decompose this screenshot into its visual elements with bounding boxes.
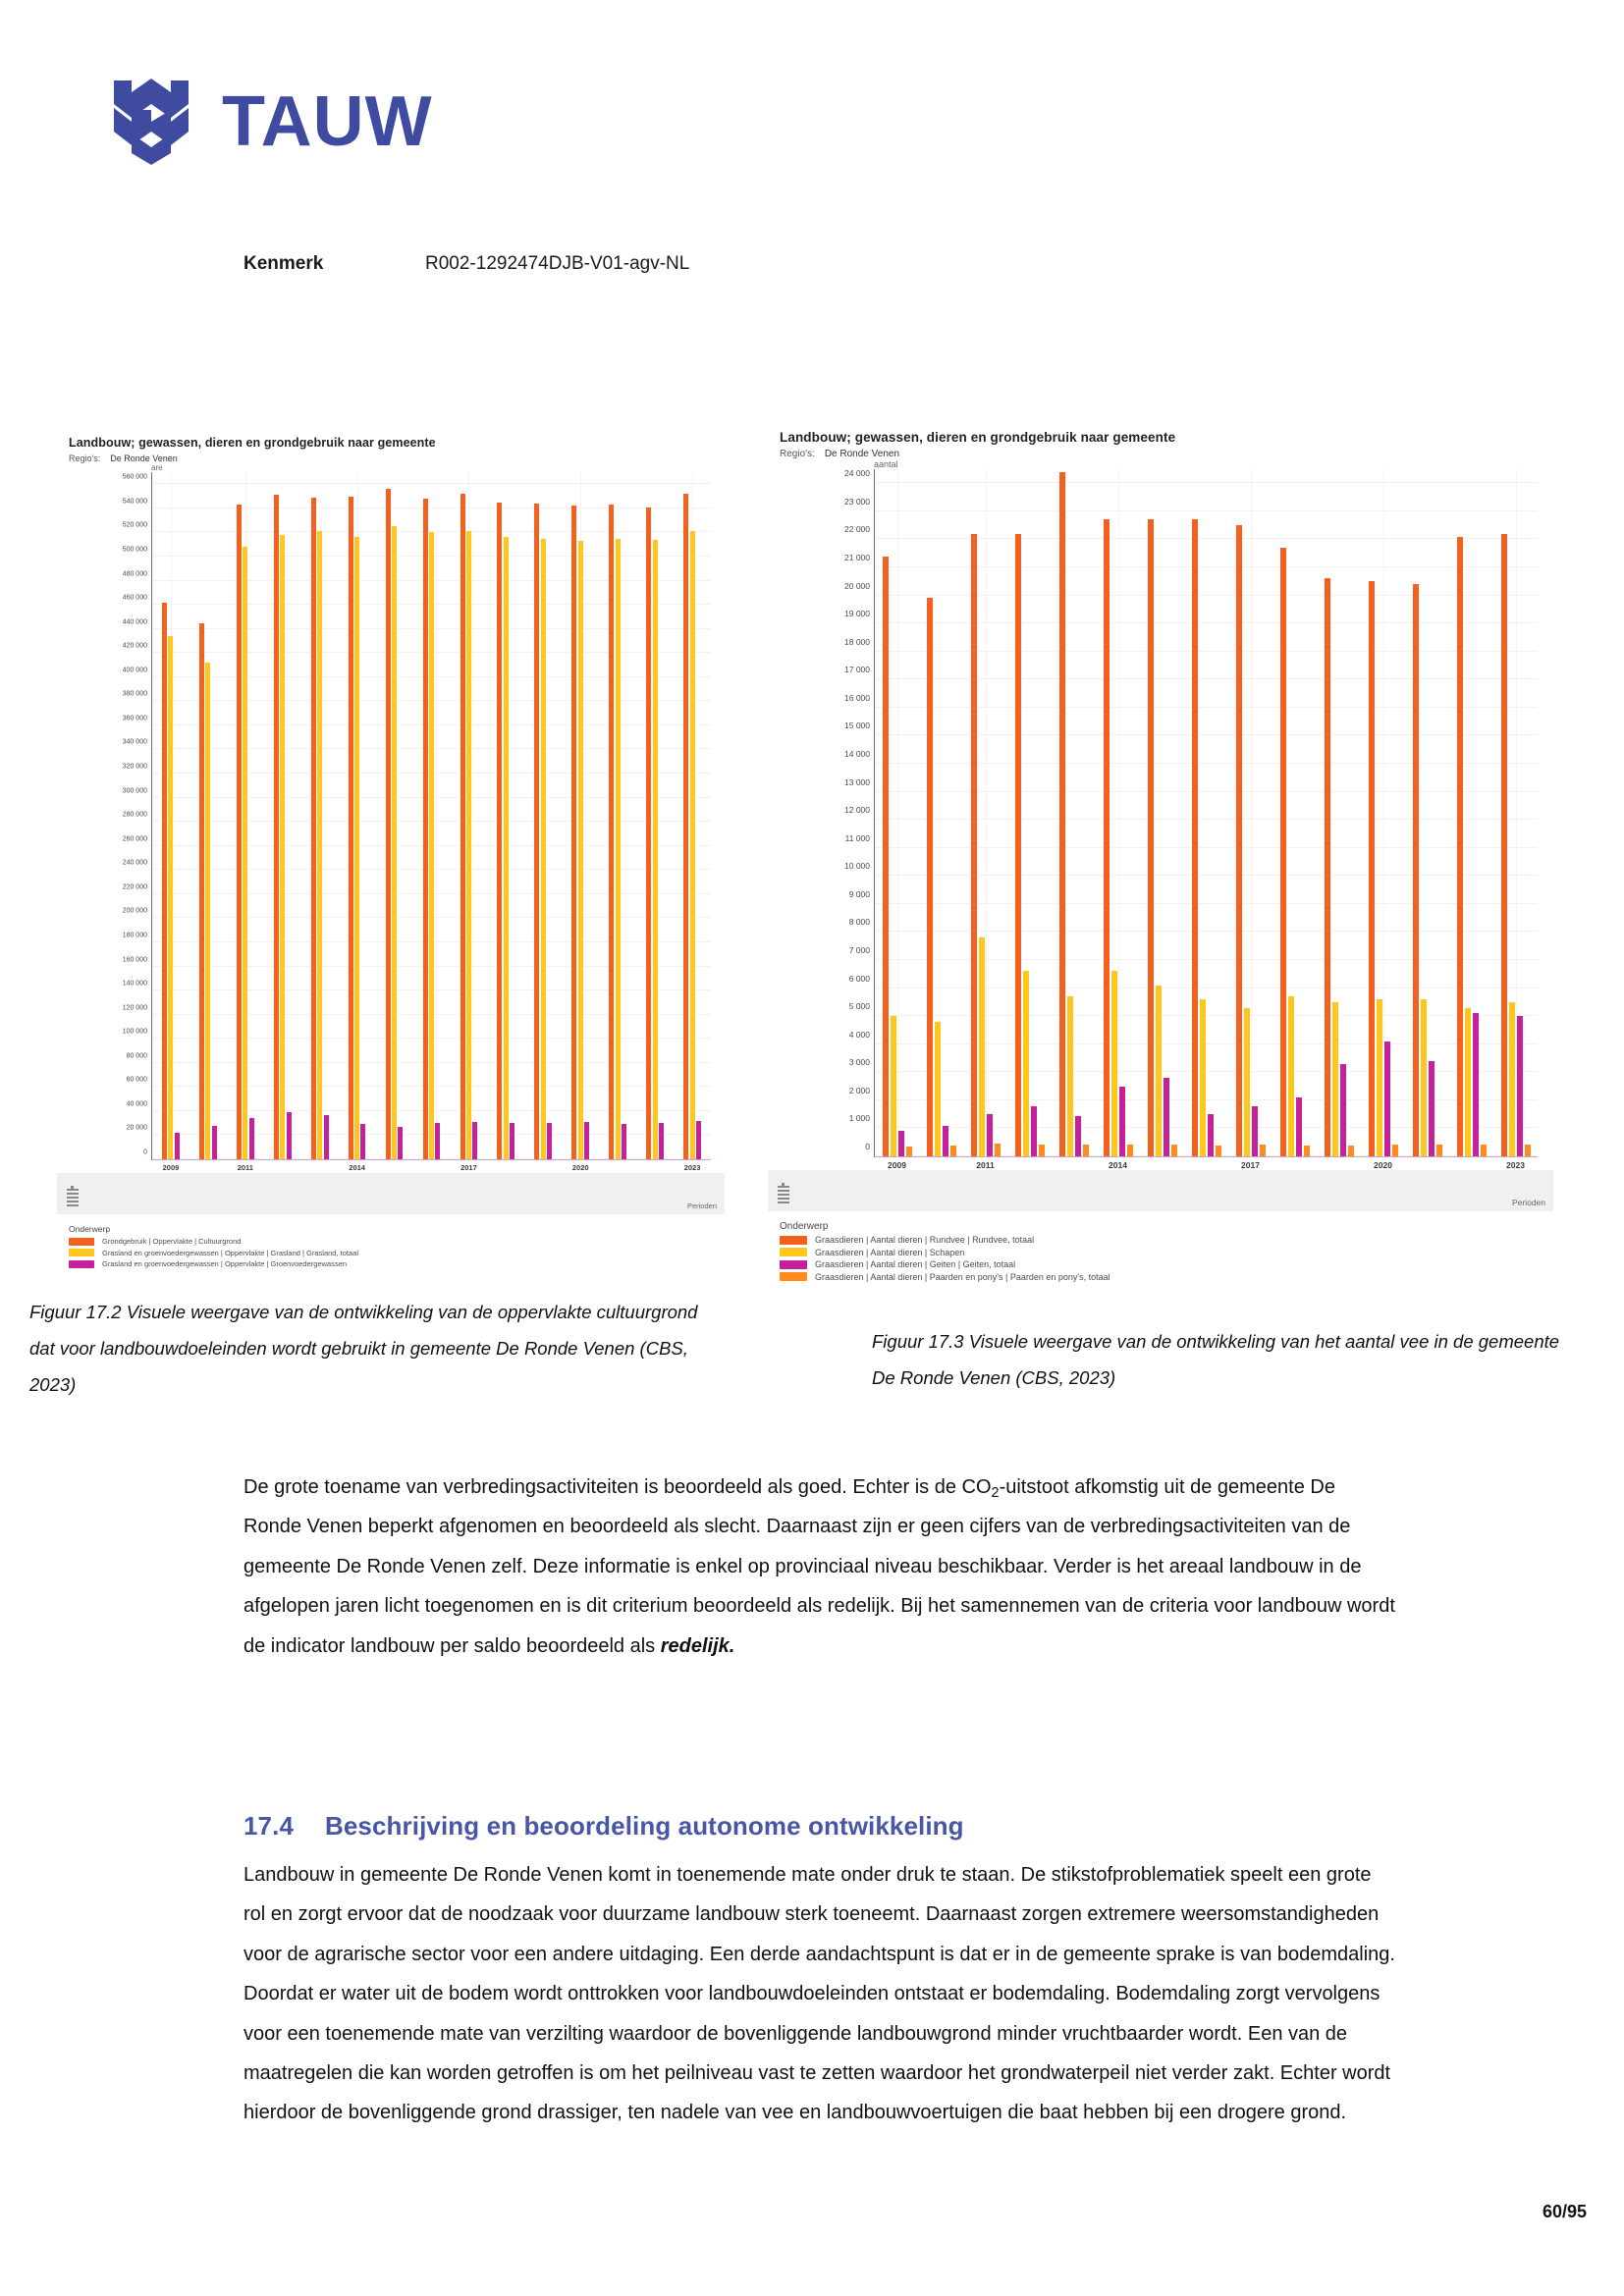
legend-items — [69, 1237, 725, 1268]
y-axis-tick-label: 8 000 — [848, 917, 870, 928]
bar-group[interactable] — [264, 472, 301, 1159]
bar[interactable] — [1171, 1145, 1177, 1156]
chart-title: Landbouw; gewassen, dieren en grondgebruik naar gemeente — [69, 436, 436, 450]
y-axis-tick-label: 320 000 — [122, 763, 147, 771]
bar[interactable] — [1244, 1008, 1250, 1156]
bar[interactable] — [1280, 548, 1286, 1156]
bar[interactable] — [883, 557, 889, 1156]
y-axis-tick-label: 17 000 — [844, 665, 870, 675]
bar[interactable] — [1392, 1145, 1398, 1156]
plot-area-vee — [844, 468, 1538, 1170]
bar-group[interactable] — [487, 472, 524, 1159]
legend-swatch — [69, 1238, 94, 1246]
x-axis-tick-label: 2023 — [1506, 1160, 1525, 1170]
y-axis-tick-label: 21 000 — [844, 553, 870, 562]
bar[interactable] — [386, 489, 391, 1159]
bar[interactable] — [696, 1121, 701, 1159]
bar-group[interactable] — [301, 472, 339, 1159]
bar[interactable] — [1473, 1013, 1479, 1156]
legend-label: Grasland en groenvoedergewassen | Oppervlakte | Groenvoedergewassen — [102, 1259, 348, 1268]
y-axis-tick-label: 460 000 — [122, 594, 147, 602]
y-axis-tick-label: 300 000 — [122, 787, 147, 795]
y-axis-tick-label: 19 000 — [844, 609, 870, 619]
bar[interactable] — [435, 1123, 440, 1159]
para-1-part-a: De grote toename van verbredingsactiviteiten is beoordeeld als goed. Echter is de CO — [244, 1476, 992, 1498]
figure-caption-17-2: Figuur 17.2 Visuele weergave van de ontwikkeling van de oppervlakte cultuurgrond dat voor landbouwdoeleinden wordt gebruikt in gemeente De Ronde Venen (CBS, 2023) — [29, 1302, 698, 1395]
x-axis-tick-label: 2014 — [1109, 1160, 1127, 1170]
y-axis-tick-label: 2 000 — [848, 1085, 870, 1095]
bar[interactable] — [1200, 999, 1206, 1156]
y-axis-tick-label: 560 000 — [122, 473, 147, 481]
bar[interactable] — [683, 494, 688, 1159]
x-axis-tick-label: 2017 — [460, 1163, 477, 1172]
bar[interactable] — [943, 1126, 948, 1156]
bar-group[interactable] — [1096, 469, 1140, 1156]
para-1-part-b: -uitstoot afkomstig uit de gemeente De Ronde Venen beperkt afgenomen en beoordeeld als slecht. Daarnaast zijn er geen cijfers van de verbredingsactiviteiten van de gemeente De Ronde Venen zelf. Deze informatie is enkel op provinciaal niveau beschikbaar. Verder is het areaal landbouw in de afgelopen jaren licht toegenomen en is dit criterium beoordeeld als redelijk. Bij het samennemen van de criteria voor landbouw wordt de indicator landbouw per saldo beoordeeld als — [244, 1476, 1395, 1657]
bar[interactable] — [571, 506, 576, 1159]
section-title: Beschrijving en beoordeling autonome ontwikkeling — [325, 1811, 964, 1841]
bar[interactable] — [249, 1118, 254, 1159]
document-reference — [244, 253, 689, 275]
bar[interactable] — [987, 1114, 993, 1156]
bar[interactable] — [1015, 534, 1021, 1156]
bar[interactable] — [274, 495, 279, 1159]
y-axis-tick-label: 12 000 — [844, 805, 870, 816]
bar-group[interactable] — [1493, 469, 1538, 1156]
y-axis-tick-label: 520 000 — [122, 521, 147, 529]
bar[interactable] — [1481, 1145, 1487, 1156]
section-number: 17.4 — [244, 1811, 295, 1841]
bar[interactable] — [622, 1124, 626, 1159]
y-axis-tick-label: 0 — [143, 1148, 147, 1156]
x-axis-title: Perioden — [686, 1201, 717, 1210]
bar[interactable] — [1465, 1008, 1471, 1156]
bar[interactable] — [971, 534, 977, 1156]
bar[interactable] — [1429, 1061, 1435, 1156]
legend-item[interactable] — [780, 1272, 1553, 1282]
bar[interactable] — [175, 1133, 180, 1159]
bar[interactable] — [349, 497, 353, 1159]
bar[interactable] — [1501, 534, 1507, 1156]
bar[interactable] — [1031, 1106, 1037, 1156]
bar[interactable] — [1260, 1145, 1266, 1156]
legend-item[interactable] — [780, 1235, 1553, 1245]
bar[interactable] — [423, 499, 428, 1159]
bar[interactable] — [653, 540, 658, 1159]
x-axis-tick-label: 2017 — [1241, 1160, 1260, 1170]
bar[interactable] — [360, 1124, 365, 1159]
y-axis-tick-label: 440 000 — [122, 618, 147, 626]
bar[interactable] — [1517, 1016, 1523, 1156]
y-axis-tick-label: 180 000 — [122, 932, 147, 939]
bar[interactable] — [472, 1122, 477, 1159]
bar[interactable] — [1421, 999, 1427, 1156]
bar[interactable] — [1039, 1145, 1045, 1156]
chart-legend — [768, 1211, 1553, 1288]
bar[interactable] — [212, 1126, 217, 1159]
y-axis-tick-label: 100 000 — [122, 1028, 147, 1036]
y-axis-tick-label: 1 000 — [848, 1113, 870, 1124]
bar[interactable] — [1083, 1145, 1089, 1156]
legend-title: Onderwerp — [69, 1224, 111, 1234]
bar[interactable] — [398, 1127, 403, 1159]
x-axis-tick-label: 2011 — [237, 1163, 253, 1172]
bar[interactable] — [935, 1022, 941, 1156]
y-axis-tick-label: 480 000 — [122, 570, 147, 578]
bar[interactable] — [646, 507, 651, 1159]
kenmerk-value: R002-1292474DJB-V01-agv-NL — [425, 253, 690, 274]
x-axis-tick-label: 2014 — [349, 1163, 365, 1172]
bar[interactable] — [1192, 519, 1198, 1156]
bar-group[interactable] — [339, 472, 376, 1159]
region-value: De Ronde Venen — [110, 454, 178, 463]
region-label: Regio's: — [69, 454, 101, 463]
body-paragraph-block-1 — [244, 1468, 1397, 1666]
y-axis-tick-label: 160 000 — [122, 956, 147, 964]
bar-group[interactable] — [674, 472, 711, 1159]
bar[interactable] — [1296, 1097, 1302, 1156]
y-axis-tick-label: 15 000 — [844, 721, 870, 731]
bar-group[interactable] — [963, 469, 1007, 1156]
bar[interactable] — [1216, 1146, 1221, 1156]
paragraph-1 — [244, 1468, 1397, 1666]
bar[interactable] — [541, 539, 546, 1159]
bar[interactable] — [578, 541, 583, 1159]
y-axis-tick-label: 24 000 — [844, 468, 870, 479]
bar[interactable] — [168, 636, 173, 1159]
x-axis-tick-label: 2009 — [888, 1160, 906, 1170]
bar[interactable] — [324, 1115, 329, 1159]
x-axis-tick-label: 2023 — [683, 1163, 701, 1172]
bar-group[interactable] — [599, 472, 636, 1159]
y-axis-tick-label: 23 000 — [844, 496, 870, 507]
bar[interactable] — [243, 547, 247, 1159]
bar[interactable] — [1104, 519, 1110, 1156]
bar[interactable] — [1252, 1106, 1258, 1156]
y-axis-tick-label: 340 000 — [122, 738, 147, 746]
bar-group[interactable] — [919, 469, 963, 1156]
bar[interactable] — [534, 504, 539, 1159]
y-axis-tick-label: 6 000 — [848, 973, 870, 984]
plot-inner — [122, 472, 711, 1172]
bar[interactable] — [504, 537, 509, 1159]
bar[interactable] — [280, 535, 285, 1159]
x-axis-tick-label: 2009 — [162, 1163, 180, 1172]
bar[interactable] — [1348, 1146, 1354, 1156]
y-axis-tick-label: 360 000 — [122, 715, 147, 722]
y-axis-tick-label: 140 000 — [122, 980, 147, 988]
bar[interactable] — [609, 505, 614, 1159]
bar[interactable] — [690, 531, 695, 1159]
bar[interactable] — [510, 1123, 514, 1159]
bar[interactable] — [906, 1147, 912, 1156]
bar-group[interactable] — [1361, 469, 1405, 1156]
tauw-logo — [98, 77, 433, 167]
y-axis-tick-label: 4 000 — [848, 1029, 870, 1040]
bar-group[interactable] — [562, 472, 599, 1159]
y-axis-tick-label: 20 000 — [126, 1124, 147, 1132]
bar[interactable] — [1023, 971, 1029, 1156]
bar[interactable] — [1127, 1145, 1133, 1156]
tauw-wordmark: TAUW — [222, 82, 433, 161]
legend-swatch — [780, 1236, 807, 1245]
figure-17-2 — [57, 430, 725, 1275]
legend-swatch — [780, 1260, 807, 1269]
y-axis-tick-label: 13 000 — [844, 776, 870, 787]
region-value: De Ronde Venen — [824, 449, 899, 459]
bar[interactable] — [1288, 996, 1294, 1156]
bar-group[interactable] — [636, 472, 674, 1159]
bar-group[interactable] — [376, 472, 413, 1159]
bar-group[interactable] — [1272, 469, 1317, 1156]
x-axis-tick-label: 2020 — [1374, 1160, 1392, 1170]
bar-group[interactable] — [875, 469, 919, 1156]
bar[interactable] — [1436, 1145, 1442, 1156]
figure-caption-17-3: Figuur 17.3 Visuele weergave van de ontwikkeling van het aantal vee in de gemeente De Ronde Venen (CBS, 2023) — [872, 1331, 1560, 1388]
y-axis-tick-label: 260 000 — [122, 835, 147, 843]
y-axis-tick-label: 0 — [865, 1142, 870, 1151]
legend-label: Graasdieren | Aantal dieren | Geiten | Geiten, totaal — [815, 1259, 1016, 1269]
y-axis-tick-label: 10 000 — [844, 861, 870, 872]
y-axis-tick-label: 120 000 — [122, 1004, 147, 1012]
axis-footer — [768, 1170, 1553, 1211]
bar-group[interactable] — [1052, 469, 1096, 1156]
bar[interactable] — [1413, 584, 1419, 1156]
bar-group[interactable] — [450, 472, 487, 1159]
bar-group[interactable] — [152, 472, 189, 1159]
chart-region-filter — [57, 454, 725, 463]
cbs-logo-icon — [776, 1182, 797, 1207]
y-axis-unit: are — [151, 463, 163, 472]
bar[interactable] — [1340, 1064, 1346, 1156]
chart-legend — [57, 1214, 725, 1275]
section-heading-17-4 — [244, 1811, 1397, 1842]
bar[interactable] — [317, 531, 322, 1159]
legend-label: Grondgebruik | Oppervlakte | Cultuurgrond — [102, 1237, 242, 1246]
legend-item[interactable] — [69, 1259, 725, 1268]
bar[interactable] — [979, 937, 985, 1156]
region-label: Regio's: — [780, 449, 815, 459]
bar-group[interactable] — [1449, 469, 1493, 1156]
legend-label: Grasland en groenvoedergewassen | Oppervlakte | Grasland | Grasland, totaal — [102, 1248, 358, 1257]
y-axis-tick-label: 420 000 — [122, 642, 147, 650]
bar[interactable] — [995, 1144, 1001, 1156]
legend-items — [780, 1235, 1553, 1282]
plot-area-cultuurgrond — [122, 472, 711, 1172]
y-axis-tick-label: 220 000 — [122, 883, 147, 891]
kenmerk-label: Kenmerk — [244, 253, 324, 274]
legend-item[interactable] — [69, 1237, 725, 1246]
bar[interactable] — [354, 537, 359, 1159]
y-axis-tick-label: 9 000 — [848, 888, 870, 899]
legend-item[interactable] — [69, 1249, 725, 1257]
bar-group[interactable] — [1228, 469, 1272, 1156]
x-axis-title: Perioden — [1511, 1198, 1545, 1207]
bar[interactable] — [950, 1146, 956, 1156]
bar[interactable] — [287, 1112, 292, 1159]
y-axis-tick-label: 7 000 — [848, 945, 870, 955]
bar[interactable] — [1457, 537, 1463, 1156]
co2-subscript: 2 — [991, 1484, 1000, 1501]
axis-footer — [57, 1173, 725, 1214]
tauw-logo-mark — [98, 77, 204, 167]
y-axis-tick-label: 14 000 — [844, 749, 870, 759]
bar[interactable] — [1164, 1078, 1169, 1156]
bar[interactable] — [1075, 1116, 1081, 1156]
y-axis-tick-label: 400 000 — [122, 667, 147, 674]
y-axis-tick-label: 280 000 — [122, 811, 147, 819]
bar[interactable] — [659, 1123, 664, 1159]
bar[interactable] — [1119, 1087, 1125, 1156]
bar[interactable] — [1304, 1146, 1310, 1156]
bar-group[interactable] — [1405, 469, 1449, 1156]
bar[interactable] — [1156, 986, 1162, 1156]
bar[interactable] — [392, 526, 397, 1159]
chart-title: Landbouw; gewassen, dieren en grondgebruik naar gemeente — [780, 430, 1176, 445]
y-axis-tick-label: 40 000 — [126, 1100, 147, 1108]
plot-inner — [844, 468, 1538, 1170]
legend-item[interactable] — [780, 1248, 1553, 1257]
chart-region-filter — [768, 449, 1553, 459]
bar[interactable] — [616, 539, 621, 1159]
bar[interactable] — [311, 498, 316, 1159]
bar[interactable] — [162, 603, 167, 1159]
legend-swatch — [69, 1260, 94, 1268]
bar-group[interactable] — [189, 472, 227, 1159]
bar[interactable] — [1148, 519, 1154, 1156]
bar[interactable] — [1332, 1002, 1338, 1156]
bar-group[interactable] — [1317, 469, 1361, 1156]
y-axis-tick-label: 200 000 — [122, 907, 147, 915]
bar[interactable] — [199, 623, 204, 1159]
figure-17-3 — [768, 424, 1553, 1288]
bar[interactable] — [1325, 578, 1330, 1156]
bar[interactable] — [547, 1123, 552, 1159]
para-1-emphasis: redelijk. — [660, 1634, 735, 1657]
bar[interactable] — [1369, 581, 1375, 1156]
legend-swatch — [69, 1249, 94, 1256]
y-axis-tick-label: 540 000 — [122, 498, 147, 506]
y-axis-tick-label: 22 000 — [844, 524, 870, 535]
bar-group[interactable] — [524, 472, 562, 1159]
bar-group[interactable] — [1007, 469, 1052, 1156]
bar[interactable] — [1525, 1145, 1531, 1156]
legend-swatch — [780, 1272, 807, 1281]
y-axis-tick-label: 11 000 — [844, 832, 870, 843]
bar-group[interactable] — [1184, 469, 1228, 1156]
bar-group[interactable] — [413, 472, 451, 1159]
bar[interactable] — [898, 1131, 904, 1156]
legend-label: Graasdieren | Aantal dieren | Rundvee | Rundvee, totaal — [815, 1235, 1035, 1245]
bar-group[interactable] — [227, 472, 264, 1159]
paragraph-2: Landbouw in gemeente De Ronde Venen komt in toenemende mate onder druk te staan. De stikstofproblematiek speelt een grote rol en zorgt ervoor dat de noodzaak voor duurzame landbouw sterk toeneemt. Daarnaast zorgen extremere weersomstandigheden voor de agrarische sector voor een andere uitdaging. Een derde aandachtspunt is dat er in de gemeente sprake is van bodemdaling. Doordat er water uit de bodem wordt onttrokken voor landbouwdoeleinden ontstaat er bodemdaling. Bodemdaling zorgt vervolgens voor een toenemende mate van verzilting waardoor de bovenliggende landbouwgrond minder vruchtbaarder wordt. Een van de maatregelen die kan worden getroffen is om het peilniveau vast te zetten waardoor het grondwaterpeil niet verder zakt. Echter wordt hierdoor de bovenliggende grond drassiger, ten nadele van vee en landbouwvoertuigen die baat hebben bij een drogere grond. — [244, 1864, 1395, 2124]
y-axis-tick-label: 240 000 — [122, 859, 147, 867]
legend-label: Graasdieren | Aantal dieren | Schapen — [815, 1247, 965, 1257]
y-axis-tick-label: 60 000 — [126, 1076, 147, 1084]
bar[interactable] — [497, 503, 502, 1159]
bar[interactable] — [1208, 1114, 1214, 1156]
bar[interactable] — [1377, 999, 1382, 1156]
bar[interactable] — [1111, 971, 1117, 1156]
bar[interactable] — [584, 1122, 589, 1159]
y-axis-tick-label: 380 000 — [122, 690, 147, 698]
y-axis-tick-label: 80 000 — [126, 1052, 147, 1060]
bar[interactable] — [927, 598, 933, 1156]
cbs-logo-icon — [65, 1185, 86, 1210]
bar[interactable] — [1509, 1002, 1515, 1156]
bar[interactable] — [205, 663, 210, 1159]
y-axis-tick-label: 5 000 — [848, 1001, 870, 1012]
bar[interactable] — [466, 531, 471, 1159]
legend-swatch — [780, 1248, 807, 1256]
y-axis-tick-label: 500 000 — [122, 546, 147, 554]
bar[interactable] — [891, 1016, 896, 1156]
chart-card-cultuurgrond — [57, 430, 725, 1275]
y-axis-unit: aantal — [874, 459, 898, 469]
bar[interactable] — [1067, 996, 1073, 1156]
bar[interactable] — [429, 532, 434, 1159]
chart-card-vee — [768, 424, 1553, 1288]
body-paragraph-block-2 — [244, 1855, 1397, 2133]
x-axis-tick-label: 2020 — [571, 1163, 589, 1172]
legend-title: Onderwerp — [780, 1221, 829, 1232]
y-axis-tick-label: 16 000 — [844, 692, 870, 703]
legend-label: Graasdieren | Aantal dieren | Paarden en pony's | Paarden en pony's, totaal — [815, 1271, 1110, 1282]
y-axis-tick-label: 3 000 — [848, 1057, 870, 1068]
bar[interactable] — [1236, 525, 1242, 1156]
bar[interactable] — [1059, 472, 1065, 1156]
bar-group[interactable] — [1140, 469, 1184, 1156]
bar[interactable] — [237, 505, 242, 1159]
bar[interactable] — [460, 494, 465, 1159]
bar[interactable] — [1384, 1041, 1390, 1156]
x-axis-tick-label: 2011 — [976, 1160, 995, 1170]
legend-item[interactable] — [780, 1259, 1553, 1269]
y-axis-tick-label: 20 000 — [844, 580, 870, 591]
y-axis-tick-label: 18 000 — [844, 636, 870, 647]
page-number: 60/95 — [1542, 2202, 1587, 2221]
